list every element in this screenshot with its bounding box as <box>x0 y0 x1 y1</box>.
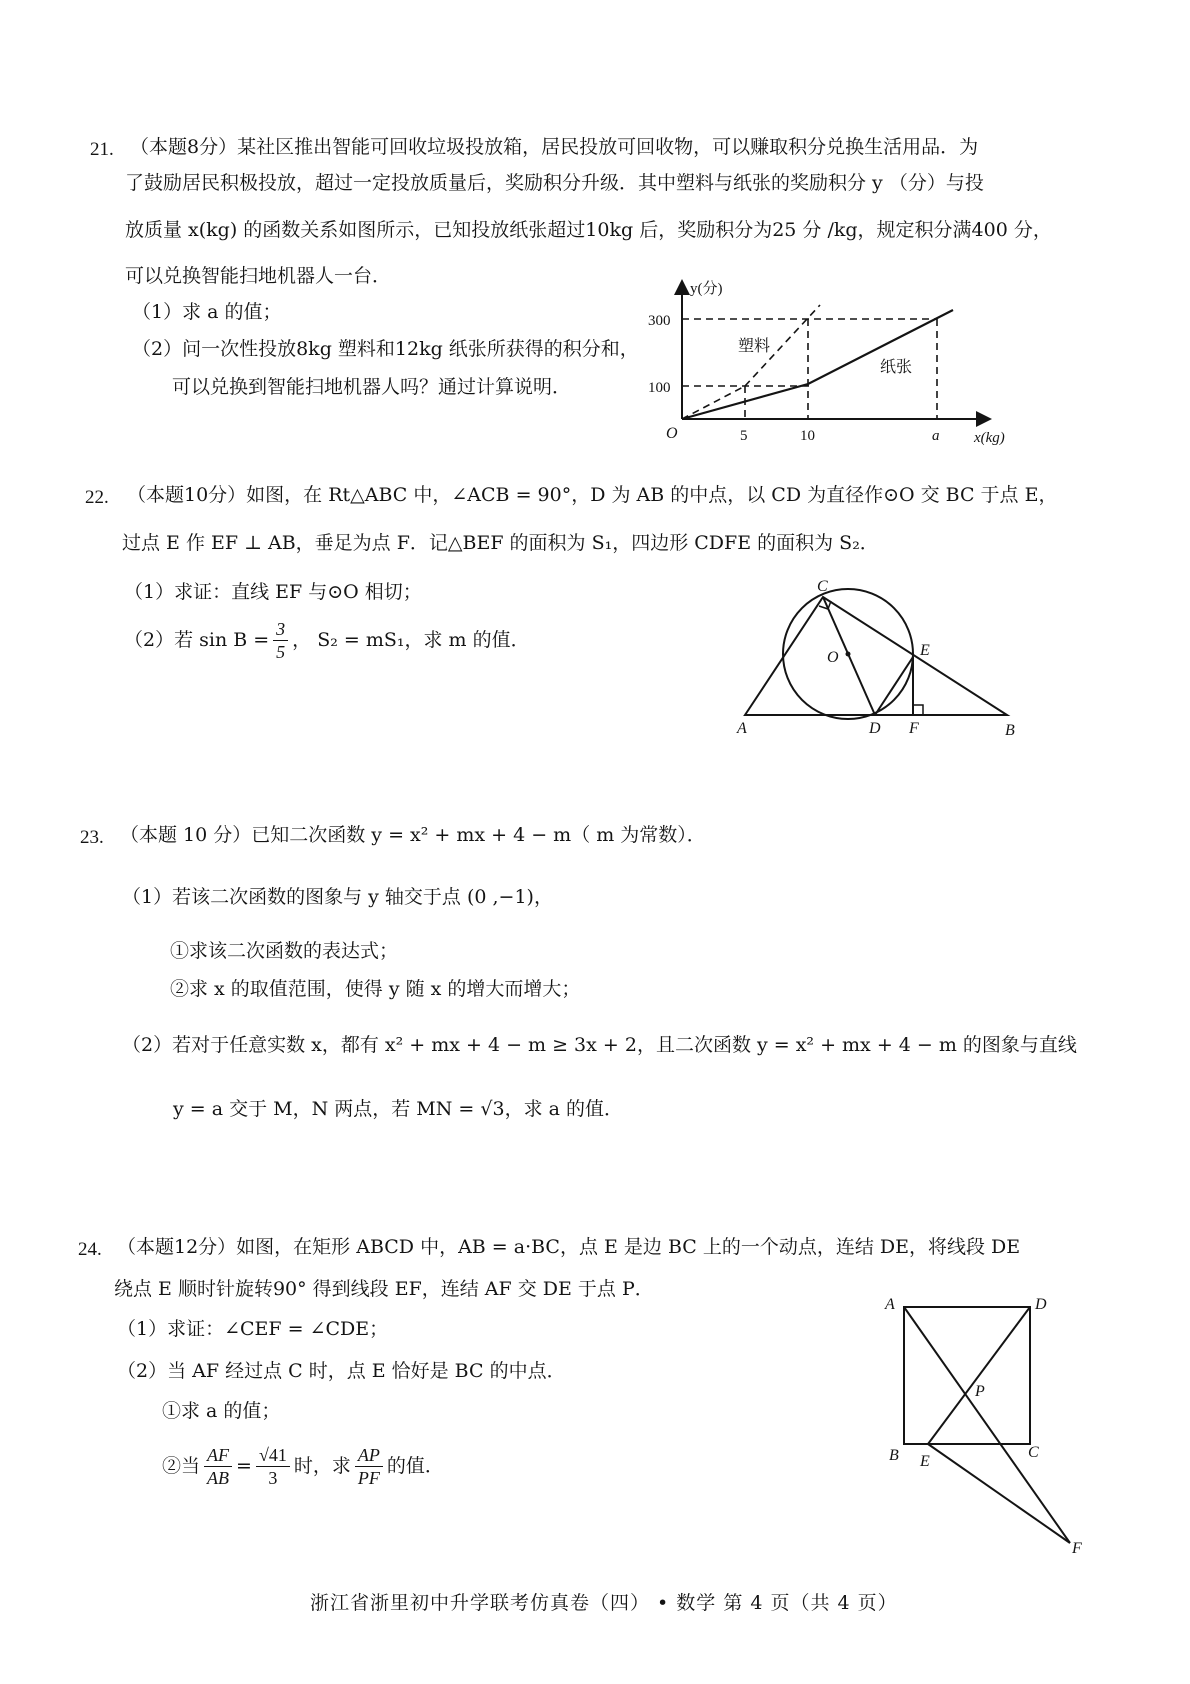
q21-y-tick-300: 300 <box>648 313 671 329</box>
q23-sub-1: ①求该二次函数的表达式； <box>170 940 399 962</box>
q22-label-c: C <box>817 578 828 595</box>
q24-sub-2-prefix: ②当 <box>162 1455 201 1477</box>
q24-label-c: C <box>1028 1444 1039 1461</box>
q22-label-a: A <box>737 720 747 737</box>
q24-label-e: E <box>920 1453 930 1470</box>
q21-line-1: （本题8分）某社区推出智能可回收垃圾投放箱，居民投放可回收物，可以赚取积分兑换生活用品．为 <box>130 136 979 158</box>
q24-frac-ap-pf <box>355 1446 383 1487</box>
q21-line-3: 放质量 x(kg) 的函数关系如图所示，已知投放纸张超过10kg 后，奖励积分为25 分 /kg，规定积分满400 分， <box>125 219 1052 241</box>
q23-number: 23. <box>80 827 104 848</box>
q21-x-tick-5: 5 <box>740 428 748 444</box>
q24-frac-ab: AB <box>207 1468 230 1488</box>
q21-part-2-cont: 可以兑换到智能扫地机器人吗？通过计算说明． <box>172 376 572 398</box>
q23-part-1: （1）若该二次函数的图象与 y 轴交于点 (0 ,−1)， <box>122 886 553 908</box>
q22-line-2: 过点 E 作 EF ⊥ AB，垂足为点 F．记△BEF 的面积为 S₁，四边形 CDFE 的面积为 S₂． <box>122 532 879 554</box>
q23-line-1: （本题 10 分）已知二次函数 y = x² + mx + 4 − m（ m 为常数）． <box>120 824 706 846</box>
q24-line-1: （本题12分）如图，在矩形 ABCD 中，AB = a·BC，点 E 是边 BC 上的一个动点，连结 DE，将线段 DE <box>117 1236 1021 1258</box>
q21-line-4: 可以兑换智能扫地机器人一台． <box>125 265 392 287</box>
q24-label-f: F <box>1072 1540 1082 1557</box>
q22-label-b: B <box>1005 722 1015 739</box>
q22-figure <box>735 575 1035 745</box>
q22-frac-den: 5 <box>276 642 286 662</box>
q23-part-2-line-1: （2）若对于任意实数 x，都有 x² + mx + 4 − m ≥ 3x + 2，且二次函数 y = x² + mx + 4 − m 的图象与直线 <box>122 1034 1077 1056</box>
q24-sub-2 <box>162 1446 444 1487</box>
q22-number: 22. <box>85 487 109 508</box>
q21-x-tick-10: 10 <box>800 428 815 444</box>
q22-label-d: D <box>869 720 881 737</box>
q24-equals: = <box>236 1455 252 1477</box>
q24-label-p: P <box>975 1383 985 1400</box>
q24-frac-sqrt41-den: 3 <box>268 1468 278 1488</box>
q24-label-b: B <box>889 1447 899 1464</box>
q24-frac-af: AF <box>204 1446 232 1467</box>
q24-frac-sqrt41 <box>256 1446 290 1487</box>
q22-label-e: E <box>920 642 930 659</box>
q22-line-1: （本题10分）如图，在 Rt△ABC 中，∠ACB = 90°，D 为 AB 的中点，以 CD 为直径作⊙O 交 BC 于点 E， <box>127 484 1058 506</box>
q22-fraction <box>273 620 288 661</box>
q24-number: 24. <box>78 1239 102 1260</box>
q24-rectangle-abcd <box>904 1307 1030 1444</box>
q21-paper-label: 纸张 <box>880 357 913 376</box>
q21-line-2: 了鼓励居民积极投放，超过一定投放质量后，奖励积分升级．其中塑料与纸张的奖励积分 y （分）与投 <box>125 172 984 194</box>
q22-part-2-suffix: ， S₂ = mS₁，求 m 的值． <box>292 629 530 651</box>
q23-sub-2: ②求 x 的取值范围，使得 y 随 x 的增大而增大； <box>170 978 581 1000</box>
q24-figure <box>880 1295 1080 1555</box>
q21-paper-line <box>682 310 953 419</box>
q22-label-o: O <box>827 649 839 666</box>
q22-part-2-prefix: （2）若 sin B = <box>124 629 270 651</box>
q21-origin-label: O <box>666 425 678 442</box>
q21-plastic-line <box>682 386 745 419</box>
q21-part-1: （1）求 a 的值； <box>132 301 282 323</box>
q21-y-tick-100: 100 <box>648 380 671 396</box>
q24-frac-pf: PF <box>357 1468 380 1488</box>
q22-label-f: F <box>909 720 919 737</box>
q21-number: 21. <box>90 139 114 160</box>
q24-frac-af-ab <box>204 1446 232 1487</box>
q22-part-2 <box>124 620 530 661</box>
q24-part-1: （1）求证：∠CEF = ∠CDE； <box>117 1318 389 1340</box>
q24-frac-ap: AP <box>355 1446 383 1467</box>
q24-line-2: 绕点 E 顺时针旋转90° 得到线段 EF，连结 AF 交 DE 于点 P． <box>114 1278 654 1300</box>
q22-frac-num: 3 <box>273 620 288 641</box>
q22-part-1: （1）求证：直线 EF 与⊙O 相切； <box>124 581 422 603</box>
q21-y-axis-label: y(分) <box>690 281 723 297</box>
q21-x-tick-a: a <box>932 428 940 444</box>
q24-part-2: （2）当 AF 经过点 C 时，点 E 恰好是 BC 的中点． <box>117 1360 566 1382</box>
q21-x-axis-label: x(kg) <box>974 430 1005 446</box>
q21-graph <box>640 275 1060 455</box>
q24-frac-sqrt41-num: √41 <box>256 1446 290 1467</box>
q21-part-2: （2）问一次性投放8kg 塑料和12kg 纸张所获得的积分和， <box>132 338 639 360</box>
q24-label-a: A <box>885 1296 895 1313</box>
q22-triangle-abc <box>745 597 1007 715</box>
q23-part-2-line-2: y = a 交于 M，N 两点，若 MN = √3，求 a 的值． <box>173 1098 623 1120</box>
q24-sub-1: ①求 a 的值； <box>162 1400 281 1422</box>
q24-sub-2-mid: 时，求 <box>293 1455 351 1477</box>
page-footer: 浙江省浙里初中升学联考仿真卷（四） • 数学 第 4 页（共 4 页） <box>310 1592 898 1614</box>
q24-sub-2-suffix: 的值． <box>386 1455 444 1477</box>
q21-plastic-label: 塑料 <box>738 336 771 355</box>
q24-label-d: D <box>1035 1296 1047 1313</box>
